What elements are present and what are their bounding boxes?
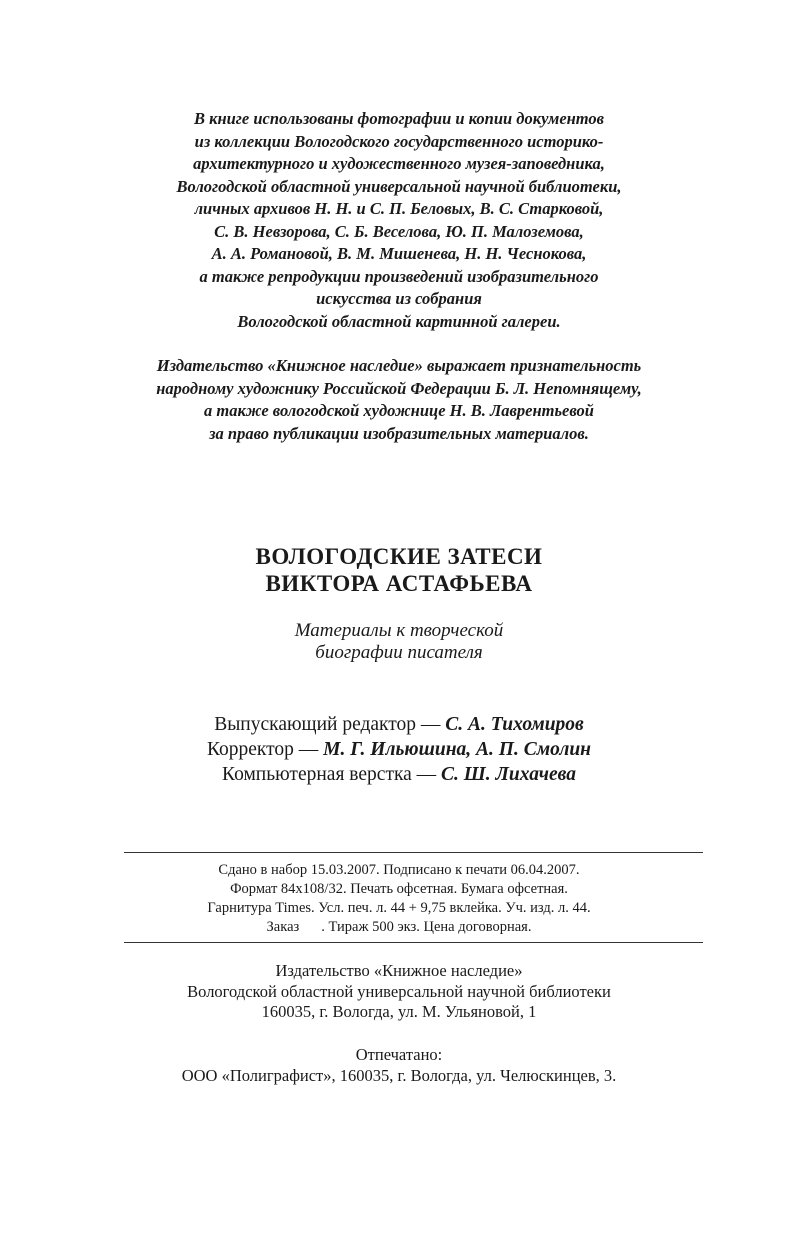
layout-role: Компьютерная верстка — [222,764,442,785]
divider-bottom [124,942,703,943]
credits-line: личных архивов Н. Н. и С. П. Беловых, В. С. Старковой, [194,199,604,218]
editor-role: Выпускающий редактор — [214,714,446,735]
print-info-order-line [0,918,798,937]
print-info-line: Гарнитура Times. Усл. печ. л. 44 + 9,75 вклейка. Уч. изд. л. 44. [207,900,591,916]
acknowledgement-line: за право публикации изобразительных материалов. [209,423,589,443]
corrector-credit [0,737,798,762]
publisher-line: Вологодской областной универсальной научной библиотеки [187,981,611,1001]
credits-line: В книге использованы фотографии и копии документов [193,109,605,128]
book-title-line: ВОЛОГОДСКИЕ ЗАТЕСИ [255,544,543,569]
editor-name: С. А. Тихомиров [445,714,584,735]
acknowledgement-line: народному художнику Российской Федерации Б. Л. Непомнящему, [156,378,642,398]
credits-line: С. В. Невзорова, С. Б. Веселова, Ю. П. Малоземова, [214,221,584,241]
credits-line: Вологодской областной универсальной научной библиотеки, [176,176,622,196]
editor-credit [0,712,798,737]
credits-line: искусства из собрания [316,289,482,308]
print-run-text: . Тираж 500 экз. Цена договорная. [321,919,532,935]
book-subtitle [0,620,798,664]
corrector-role: Корректор — [206,739,324,760]
credits-line: а также репродукции произведений изобразительного [199,266,599,286]
publisher-line: 160035, г. Вологда, ул. М. Ульяновой, 1 [261,1002,537,1021]
credits-line: из коллекции Вологодского государственного историко- [194,131,604,151]
book-subtitle-line: Материалы к творческой [294,620,504,641]
book-title [0,543,798,597]
acknowledgement [0,355,798,445]
corrector-name: М. Г. Ильюшина, А. П. Смолин [323,739,592,760]
acknowledgement-line: а также вологодской художнице Н. В. Лаврентьевой [204,401,594,420]
layout-credit [0,762,798,787]
credits-line: Вологодской областной картинной галереи. [237,311,561,331]
book-title-line: ВИКТОРА АСТАФЬЕВА [265,571,533,596]
credits-line: архитектурного и художественного музея-заповедника, [193,154,605,173]
divider-top [124,852,703,853]
print-info [0,861,798,937]
editorial-staff [0,712,798,787]
order-label: Заказ [266,919,300,935]
print-info-line: Сдано в набор 15.03.2007. Подписано к печати 06.04.2007. [218,862,580,878]
printer-label: Отпечатано: [355,1045,443,1064]
publisher-info [0,961,798,1023]
photo-credits [0,108,798,333]
acknowledgement-line: Издательство «Книжное наследие» выражает признательность [156,356,642,375]
layout-name: С. Ш. Лихачева [441,764,576,785]
printer-address: ООО «Полиграфист», 160035, г. Вологда, ул. Челюскинцев, 3. [181,1065,617,1085]
print-info-line: Формат 84х108/32. Печать офсетная. Бумага офсетная. [230,881,568,897]
book-subtitle-line: биографии писателя [315,642,483,663]
publisher-line: Издательство «Книжное наследие» [275,961,523,980]
printer-info [0,1045,798,1086]
credits-line: А. А. Романовой, В. М. Мишенева, Н. Н. Чеснокова, [211,244,587,263]
